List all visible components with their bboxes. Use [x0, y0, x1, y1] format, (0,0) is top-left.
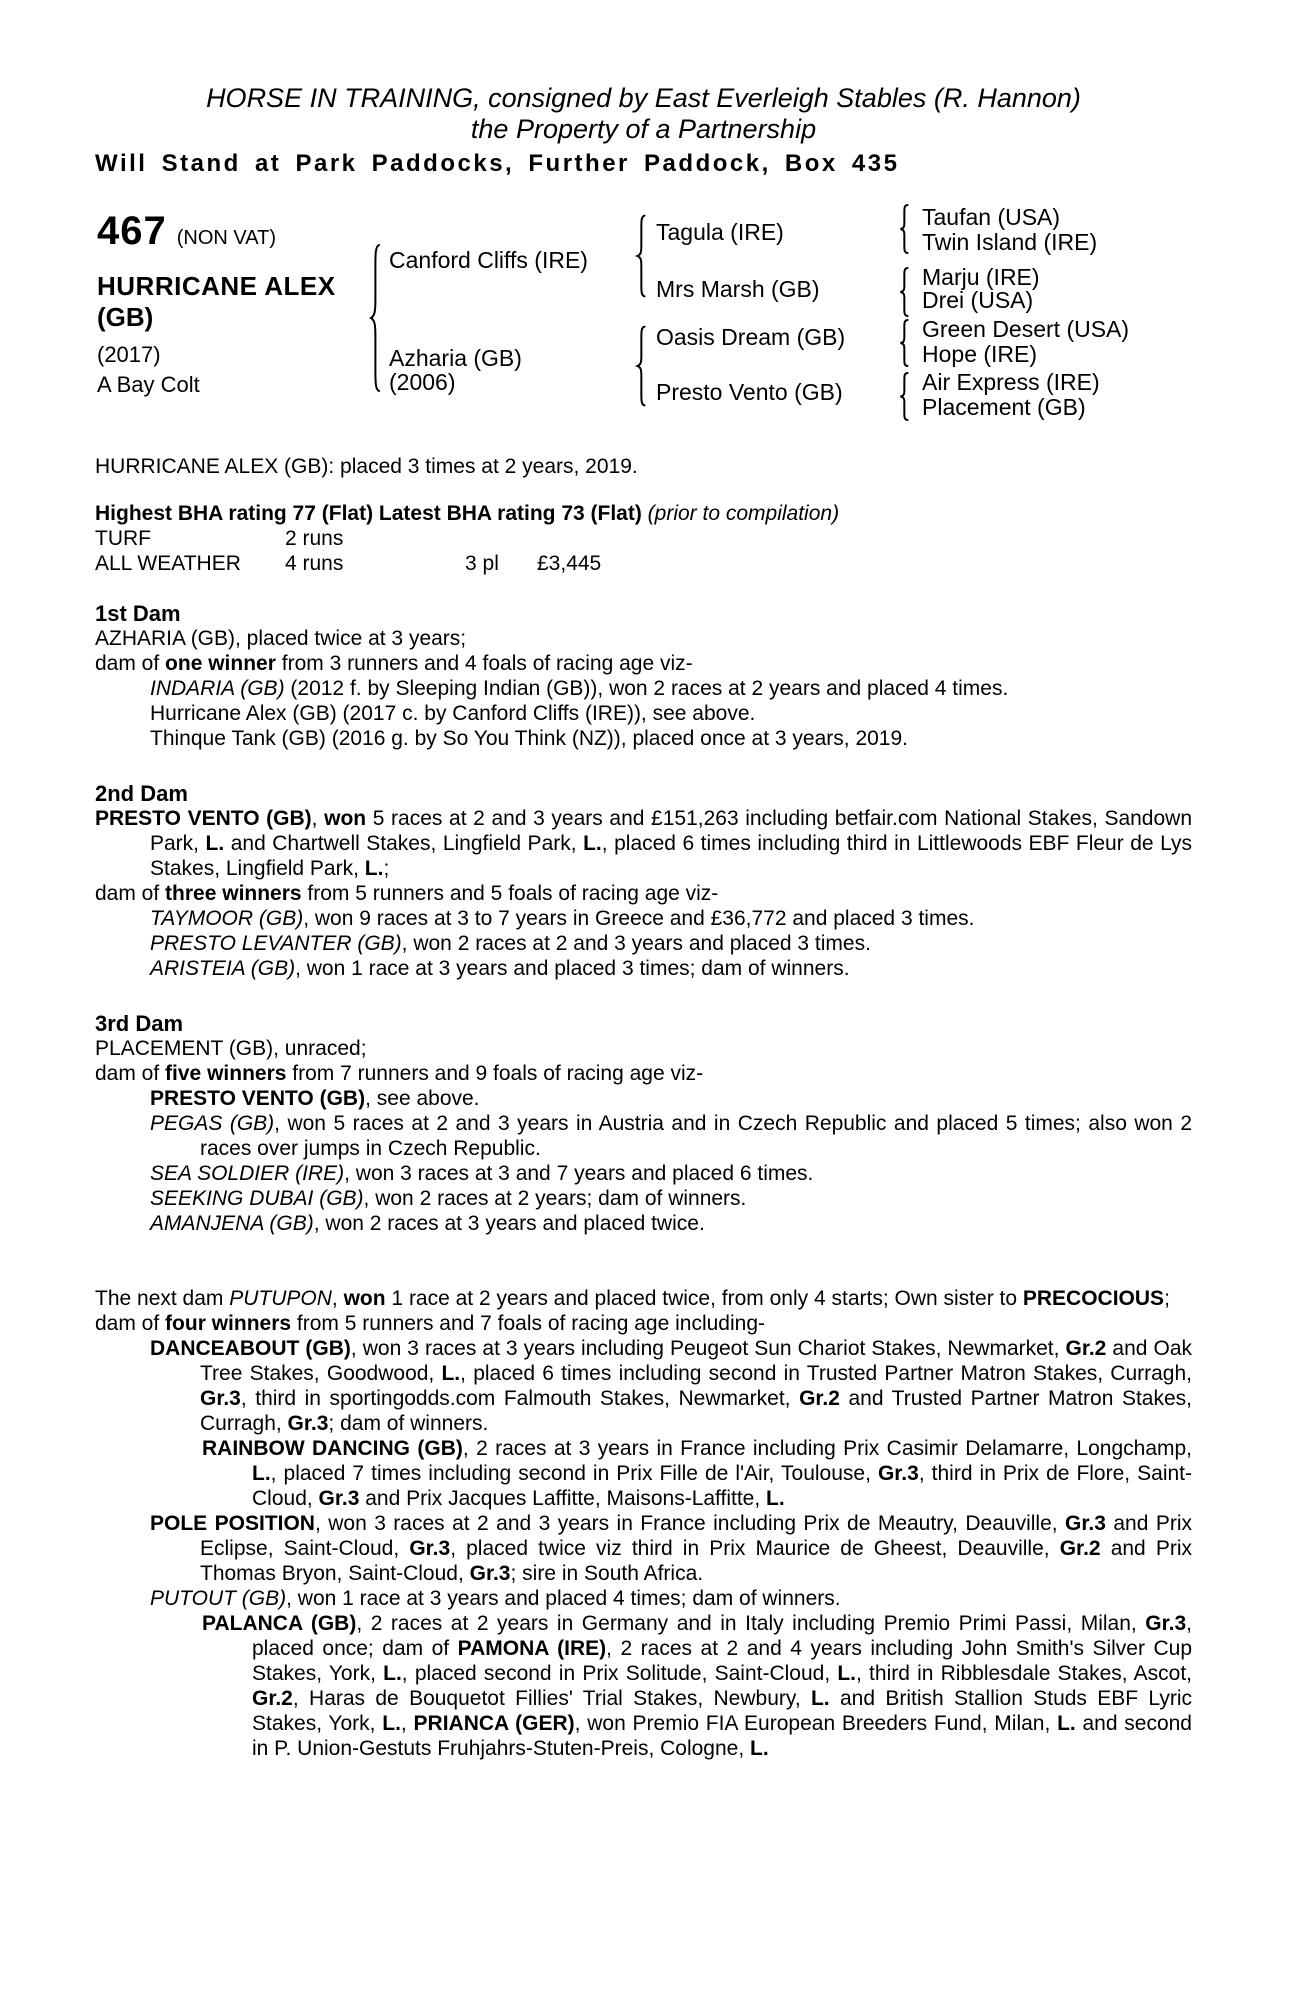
granddam-sire-side: Mrs Marsh (GB) — [656, 276, 820, 302]
section-3rd-dam — [95, 1011, 1192, 1236]
produce-entry: SEEKING DUBAI (GB), won 2 races at 2 years; dam of winners. — [150, 1187, 747, 1210]
produce-intro: dam of five winners from 7 runners and 9 foals of racing age viz- — [95, 1062, 704, 1085]
placed-value: 3 pl — [465, 552, 499, 575]
great-grandsire-1: Taufan (USA) — [922, 204, 1061, 230]
produce-entry: AMANJENA (GB), won 2 races at 3 years and placed twice. — [150, 1212, 705, 1235]
produce-entry: Hurricane Alex (GB) (2017 c. by Canford Cliffs (IRE)), see above. — [150, 702, 756, 725]
grandsire-sire-side: Tagula (IRE) — [656, 219, 784, 245]
bha-rating-line: Highest BHA rating 77 (Flat) Latest BHA rating 73 (Flat) (prior to compilation) — [95, 502, 840, 525]
produce-intro: dam of three winners from 5 runners and 5 foals of racing age viz- — [95, 882, 719, 905]
produce-entry: PEGAS (GB), won 5 races at 2 and 3 years in Austria and in Czech Republic and placed 5 times; also won 2 races over jumps in Czech Republic. — [150, 1112, 1192, 1160]
produce-entry: TAYMOOR (GB), won 9 races at 3 to 7 years in Greece and £36,772 and placed 3 times. — [150, 907, 975, 930]
produce-entry: PRESTO LEVANTER (GB), won 2 races at 2 and 3 years and placed 3 times. — [150, 932, 871, 955]
produce-entry: PUTOUT (GB), won 1 race at 3 years and placed 4 times; dam of winners. — [150, 1587, 841, 1610]
produce-intro: dam of four winners from 5 runners and 7 foals of racing age including- — [95, 1312, 765, 1335]
produce-entry: ARISTEIA (GB), won 1 race at 3 years and placed 3 times; dam of winners. — [150, 957, 850, 980]
produce-entry: PRESTO VENTO (GB), see above. — [150, 1087, 480, 1110]
rating-row-turf — [95, 526, 1192, 551]
vat-status: (NON VAT) — [176, 227, 276, 249]
stand-location-line: Will Stand at Park Paddocks, Further Paddock, Box 435 — [95, 150, 900, 177]
section-1st-dam — [95, 601, 1192, 751]
pedigree-brace-gen1 — [367, 242, 383, 394]
great-grandsire-2: Marju (IRE) — [922, 264, 1040, 290]
surface-label: TURF — [95, 527, 151, 550]
earnings-value: £3,445 — [537, 552, 602, 575]
ratings-block — [95, 501, 1192, 576]
foaling-year: (2017) — [97, 342, 161, 367]
dam-summary: PRESTO VENTO (GB), won 5 races at 2 and 3 years and £151,263 including betfair.com National Stakes, Sandown Park, L. and Chartwell Stakes, Lingfield Park, L., placed 6 times including third in Littlewoods EBF Fleur de Lys Stakes, Lingfield Park, L.; — [95, 807, 1193, 880]
pedigree-brace-gen3-1 — [897, 204, 911, 254]
produce-entry: PALANCA (GB), 2 races at 2 years in Germany and in Italy including Premio Primi Passi, Milan, Gr.3, placed once; dam of PAMONA (IRE), 2 races at 2 and 4 years including John Smith's Silver Cup Stakes, York, L., placed second in Prix Solitude, Saint-Cloud, L., third in Ribblesdale Stakes, Ascot, Gr.2, Haras de Bouquetot Fillies' Trial Stakes, Newbury, L. and British Stallion Studs EBF Lyric Stakes, York, L., PRIANCA (GER), won Premio FIA European Breeders Fund, Milan, L. and second in P. Union-Gestuts Fruhjahrs-Stuten-Preis, Cologne, L. — [202, 1612, 1193, 1760]
sire-name: Canford Cliffs (IRE) — [389, 247, 588, 273]
section-next-dam — [95, 1286, 1192, 1761]
produce-entry: Thinque Tank (GB) (2016 g. by So You Think (NZ)), placed once at 3 years, 2019. — [150, 727, 908, 750]
pedigree-table — [95, 204, 1192, 429]
horse-name-suffix: (GB) — [97, 302, 154, 332]
great-granddam-2: Drei (USA) — [922, 287, 1034, 313]
consignment-title-line2: the Property of a Partnership — [470, 114, 817, 144]
grandsire-dam-side: Oasis Dream (GB) — [656, 324, 846, 350]
dam-summary: AZHARIA (GB), placed twice at 3 years; — [95, 627, 467, 650]
catalogue-body — [95, 454, 1192, 1761]
produce-entry: INDARIA (GB) (2012 f. by Sleeping Indian (GB)), won 2 races at 2 years and placed 4 times. — [150, 677, 1009, 700]
consignment-title-line1: HORSE IN TRAINING, consigned by East Everleigh Stables (R. Hannon) — [206, 83, 1081, 113]
section-heading-3rd-dam: 3rd Dam — [95, 1011, 184, 1036]
great-grandsire-3: Green Desert (USA) — [922, 316, 1130, 342]
great-granddam-4: Placement (GB) — [922, 394, 1086, 420]
great-granddam-3: Hope (IRE) — [922, 341, 1038, 367]
produce-entry: DANCEABOUT (GB), won 3 races at 3 years including Peugeot Sun Chariot Stakes, Newmarket, Gr.2 and Oak Tree Stakes, Goodwood, L., placed 6 times including second in Trusted Partner Matron Stakes, Curragh, Gr.3, third in sportingodds.com Falmouth Stakes, Newmarket, Gr.2 and Trusted Partner Matron Stakes, Curragh, Gr.3; dam of winners. — [150, 1337, 1192, 1435]
great-grandsire-4: Air Express (IRE) — [922, 369, 1100, 395]
dam-name: Azharia (GB) — [389, 345, 522, 371]
horse-name: HURRICANE ALEX — [97, 271, 336, 301]
dam-foaling-year: (2006) — [389, 369, 456, 395]
produce-entry: POLE POSITION, won 3 races at 2 and 3 years in France including Prix de Meautry, Deauville, Gr.3 and Prix Eclipse, Saint-Cloud, Gr.3, placed twice viz third in Prix Maurice de Gheest, Deauville, Gr.2 and Prix Thomas Bryon, Saint-Cloud, Gr.3; sire in South Africa. — [150, 1512, 1193, 1585]
rating-row-all-weather — [95, 551, 1192, 576]
granddam-dam-side: Presto Vento (GB) — [656, 379, 843, 405]
section-2nd-dam — [95, 781, 1192, 981]
section-heading-2nd-dam: 2nd Dam — [95, 781, 188, 806]
pedigree-brace-gen3-4 — [897, 372, 911, 421]
runs-value: 4 runs — [285, 552, 344, 575]
produce-entry: RAINBOW DANCING (GB), 2 races at 3 years in France including Prix Casimir Delamarre, Longchamp, L., placed 7 times including second in Prix Fille de l'Air, Toulouse, Gr.3, third in Prix de Flore, Saint-Cloud, Gr.3 and Prix Jacques Laffitte, Maisons-Laffitte, L. — [202, 1437, 1193, 1510]
horse-description: A Bay Colt — [97, 372, 200, 397]
great-granddam-1: Twin Island (IRE) — [922, 229, 1098, 255]
page-header — [95, 83, 1192, 178]
pedigree-brace-sire-parents — [634, 214, 648, 298]
surface-label: ALL WEATHER — [95, 552, 241, 575]
lot-number: 467 — [97, 209, 167, 253]
runs-value: 2 runs — [285, 527, 344, 550]
placed-value — [465, 526, 537, 551]
produce-entry: SEA SOLDIER (IRE), won 3 races at 3 and 7 years and placed 6 times. — [150, 1162, 814, 1185]
pedigree-brace-dam-parents — [634, 325, 648, 407]
race-record-summary: HURRICANE ALEX (GB): placed 3 times at 2 years, 2019. — [95, 455, 638, 478]
dam-summary: PLACEMENT (GB), unraced; — [95, 1037, 367, 1060]
pedigree-brace-gen3-2 — [897, 267, 911, 317]
next-dam-summary: The next dam PUTUPON, won 1 race at 2 years and placed twice, from only 4 starts; Own sister to PRECOCIOUS; — [95, 1287, 1170, 1310]
section-heading-1st-dam: 1st Dam — [95, 601, 181, 626]
produce-intro: dam of one winner from 3 runners and 4 foals of racing age viz- — [95, 652, 693, 675]
lot-line — [97, 209, 276, 254]
consignment-title — [95, 83, 1192, 145]
pedigree-brace-gen3-3 — [897, 319, 911, 367]
